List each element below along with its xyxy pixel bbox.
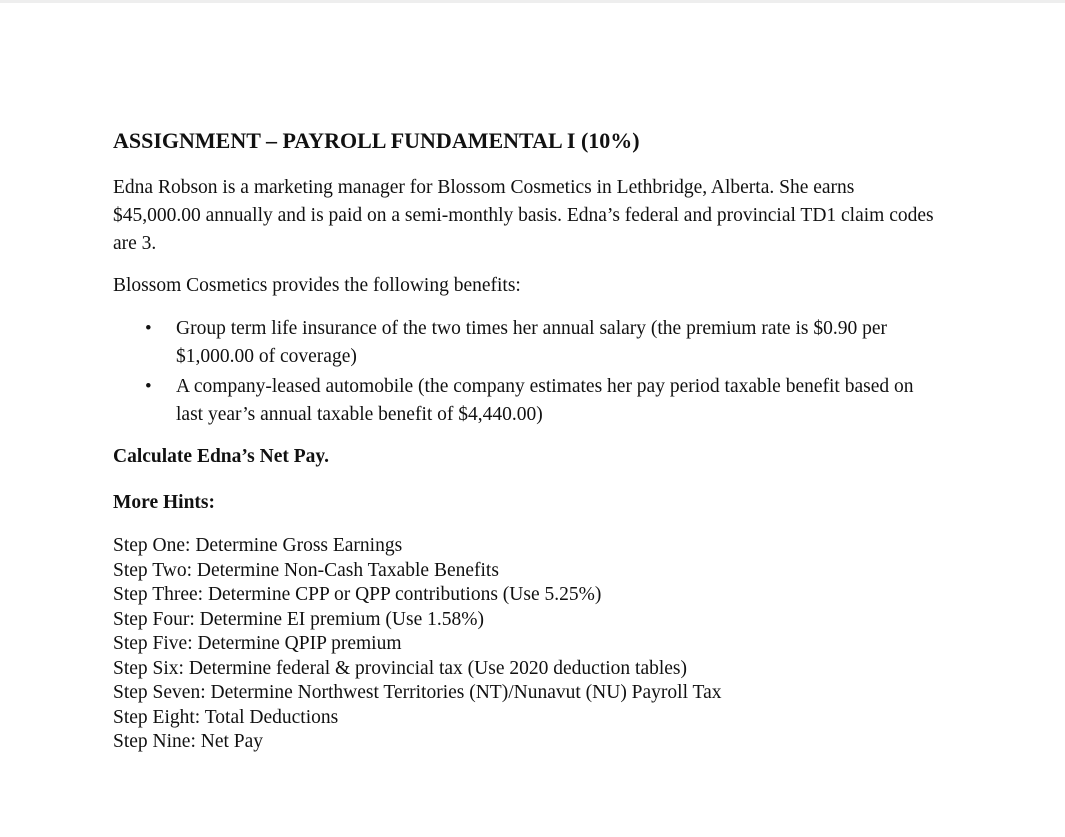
step-item: Step Three: Determine CPP or QPP contributions (Use 5.25%) (113, 584, 602, 605)
steps-list (113, 534, 943, 755)
step-item: Step Seven: Determine Northwest Territories (NT)/Nunavut (NU) Payroll Tax (113, 682, 722, 703)
benefits-list (113, 315, 943, 429)
benefits-lead-text: Blossom Cosmetics provides the following benefits: (113, 275, 521, 296)
step-item: Step Six: Determine federal & provincial tax (Use 2020 deduction tables) (113, 657, 688, 679)
bullet-icon: • (145, 376, 152, 397)
benefit-item (113, 315, 943, 371)
step-item: Step Two: Determine Non-Cash Taxable Benefits (113, 559, 499, 581)
scenario-paragraph: Edna Robson is a marketing manager for Blossom Cosmetics in Lethbridge, Alberta. She earns $45,000.00 annually and is paid on a semi-monthly basis. Edna’s federal and provincial TD1 claim codes are 3. (113, 177, 934, 254)
hints-heading: More Hints: (113, 492, 215, 513)
step-item: Step Eight: Total Deductions (113, 706, 339, 728)
page-top-edge (0, 0, 1065, 3)
step-item: Step Five: Determine QPIP premium (113, 633, 402, 654)
assignment-title: ASSIGNMENT – PAYROLL FUNDAMENTAL I (10%) (113, 128, 640, 153)
step-item: Step Nine: Net Pay (113, 731, 264, 752)
document-page (113, 126, 943, 755)
step-item: Step Four: Determine EI premium (Use 1.58%) (113, 608, 484, 630)
step-item: Step One: Determine Gross Earnings (113, 535, 403, 556)
benefit-text: Group term life insurance of the two times her annual salary (the premium rate is $0.90 per $1,000.00 of coverage) (176, 318, 887, 367)
task-instruction: Calculate Edna’s Net Pay. (113, 446, 329, 467)
benefit-text: A company-leased automobile (the company estimates her pay period taxable benefit based on last year’s annual taxable benefit of $4,440.00) (176, 376, 914, 425)
benefit-item (113, 373, 943, 429)
bullet-icon: • (145, 318, 152, 339)
